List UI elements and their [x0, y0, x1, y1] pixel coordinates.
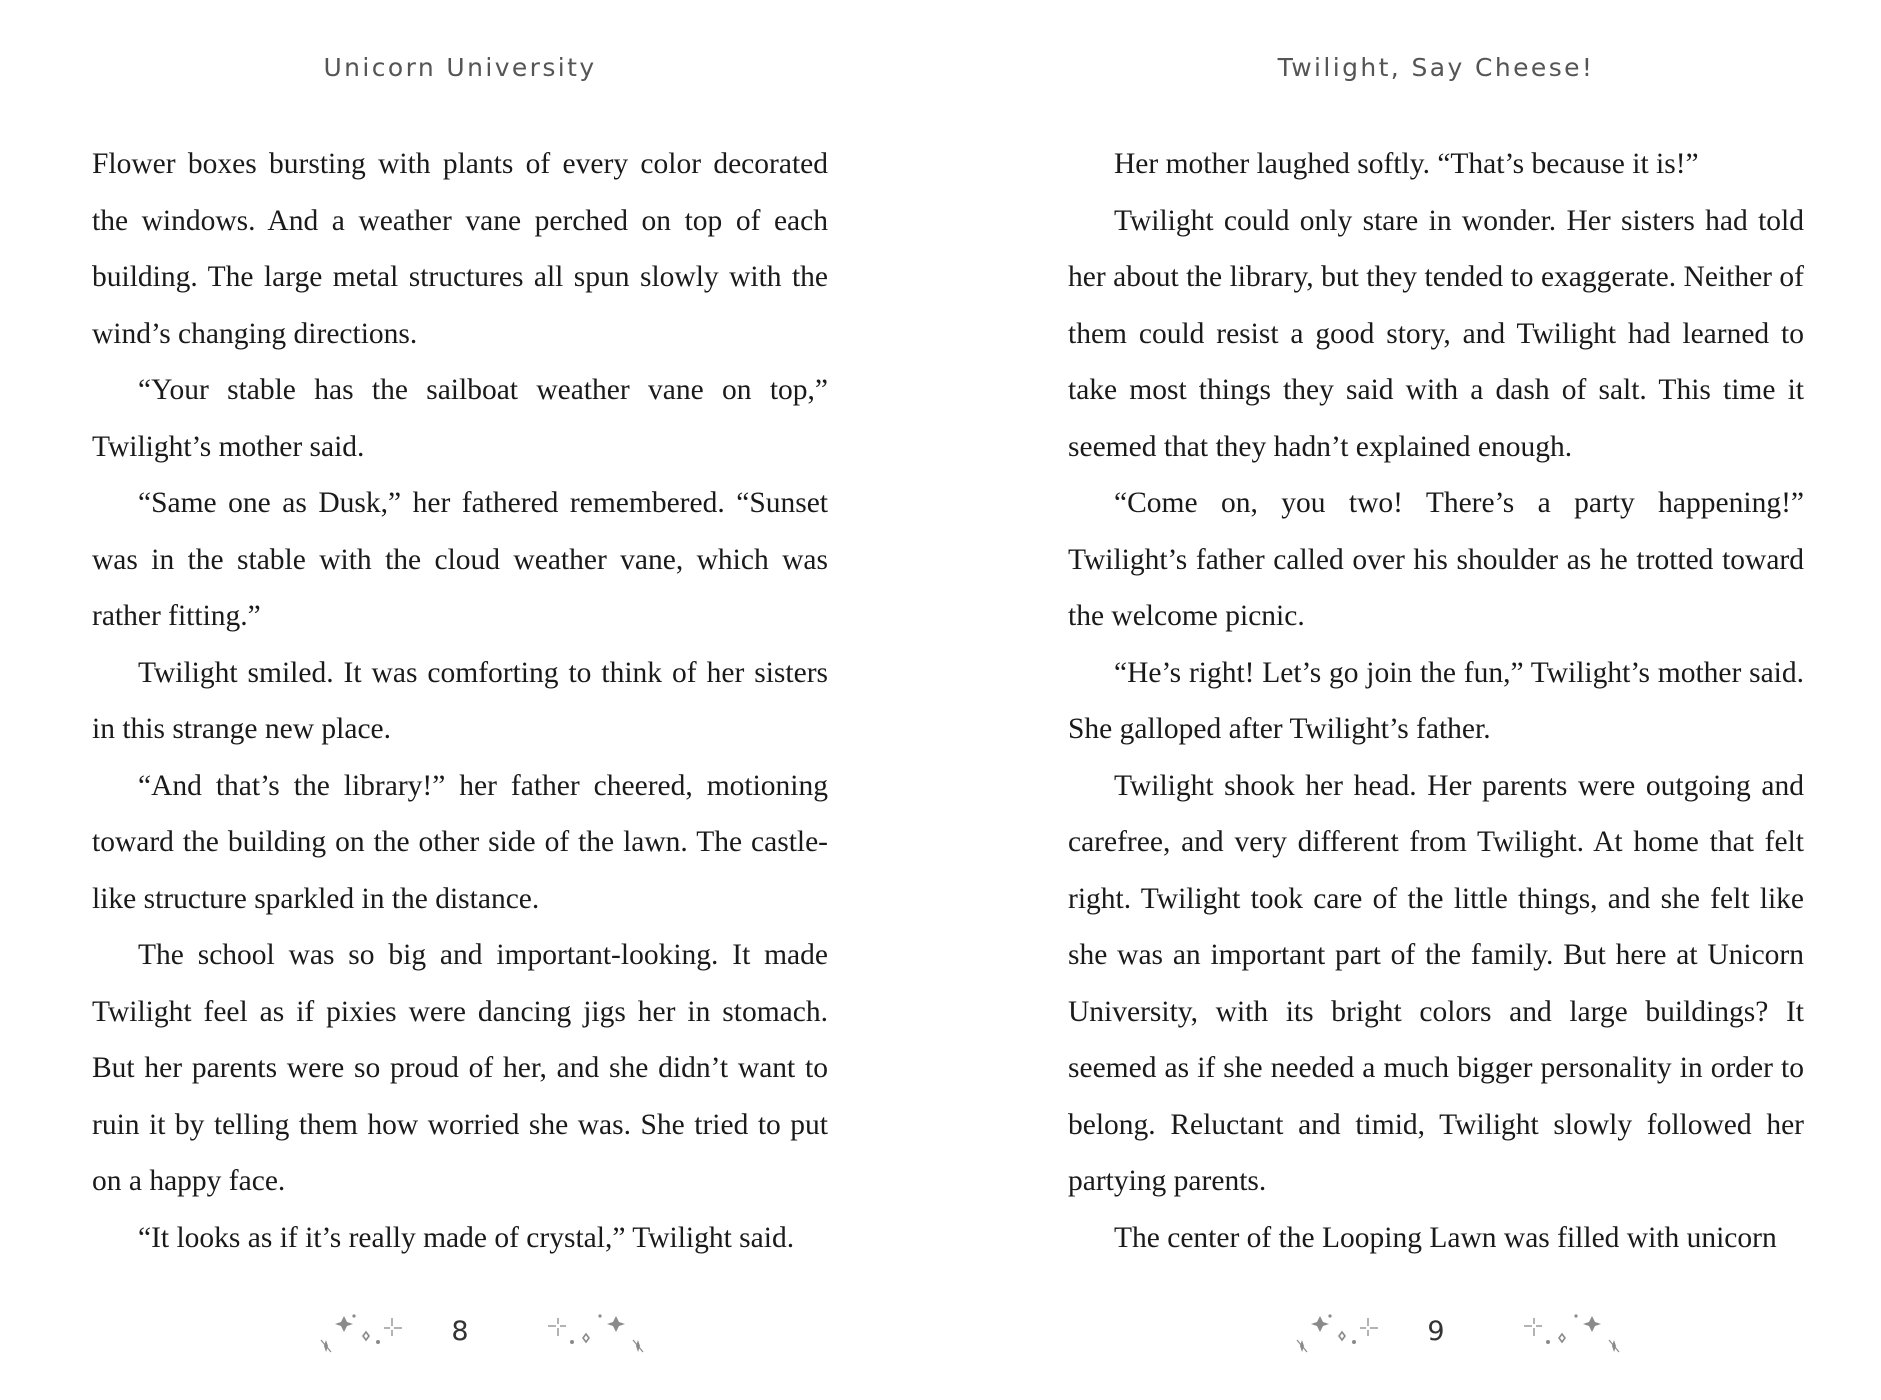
page-footer — [92, 1302, 828, 1362]
paragraph: The school was so big and important-looking. It made Twilight feel as if pixies were dancing jigs her in stomach. But her parents were so proud of her, and she didn’t want to ruin it by telling them how worried she was. She tried to put on a happy face. — [92, 939, 828, 1197]
paragraph: The center of the Looping Lawn was filled with unicorn — [1114, 1221, 1777, 1254]
page-number: 8 — [451, 1316, 469, 1347]
paragraph: Twilight shook her head. Her parents were outgoing and carefree, and very different from Twilight. At home that felt right. Twilight took care of the little things, and she felt like she was an important part of the family. But here at Unicorn University, with its bright colors and large buildings? It seemed as if she needed a much bigger personality in order to belong. Reluctant and timid, Twilight slowly followed her partying parents. — [1068, 769, 1804, 1197]
paragraph: “Come on, you two! There’s a party happening!” Twilight’s father called over his shoulder as he trotted toward the welcome picnic. — [1068, 487, 1804, 632]
sparkle-icon — [540, 1302, 650, 1362]
body-text — [92, 136, 828, 1266]
running-head: Twilight, Say Cheese! — [1277, 53, 1595, 82]
sparkle-icon — [1516, 1302, 1626, 1362]
running-head: Unicorn University — [323, 53, 597, 82]
paragraph: Twilight could only stare in wonder. Her sisters had told her about the library, but they tended to exaggerate. Neither of them could resist a good story, and Twilight had learned to take most things they said with a dash of salt. This time it seemed that they hadn’t explained enough. — [1068, 204, 1804, 463]
paragraph: “Your stable has the sailboat weather vane on top,” Twilight’s mother said. — [92, 374, 828, 463]
paragraph: “It looks as if it’s really made of crystal,” Twilight said. — [138, 1221, 795, 1254]
paragraph: Twilight smiled. It was comforting to think of her sisters in this strange new place. — [92, 656, 828, 745]
page-footer — [1068, 1302, 1804, 1362]
paragraph: “Same one as Dusk,” her fathered remembered. “Sunset was in the stable with the cloud weather vane, which was rather fitting.” — [92, 487, 828, 632]
paragraph: “He’s right! Let’s go join the fun,” Twilight’s mother said. She galloped after Twilight’s father. — [1068, 656, 1804, 745]
paragraph: “And that’s the library!” her father cheered, motioning toward the building on the other side of the lawn. The castle-like structure sparkled in the distance. — [92, 769, 828, 915]
left-page — [92, 0, 828, 1400]
page-number: 9 — [1427, 1316, 1445, 1347]
paragraph: Flower boxes bursting with plants of every color decorated the windows. And a weather vane perched on top of each building. The large metal structures all spun slowly with the wind’s changing directions. — [92, 148, 828, 350]
body-text — [1068, 136, 1804, 1266]
paragraph: Her mother laughed softly. “That’s because it is!” — [1114, 148, 1699, 180]
right-page — [1068, 0, 1804, 1400]
